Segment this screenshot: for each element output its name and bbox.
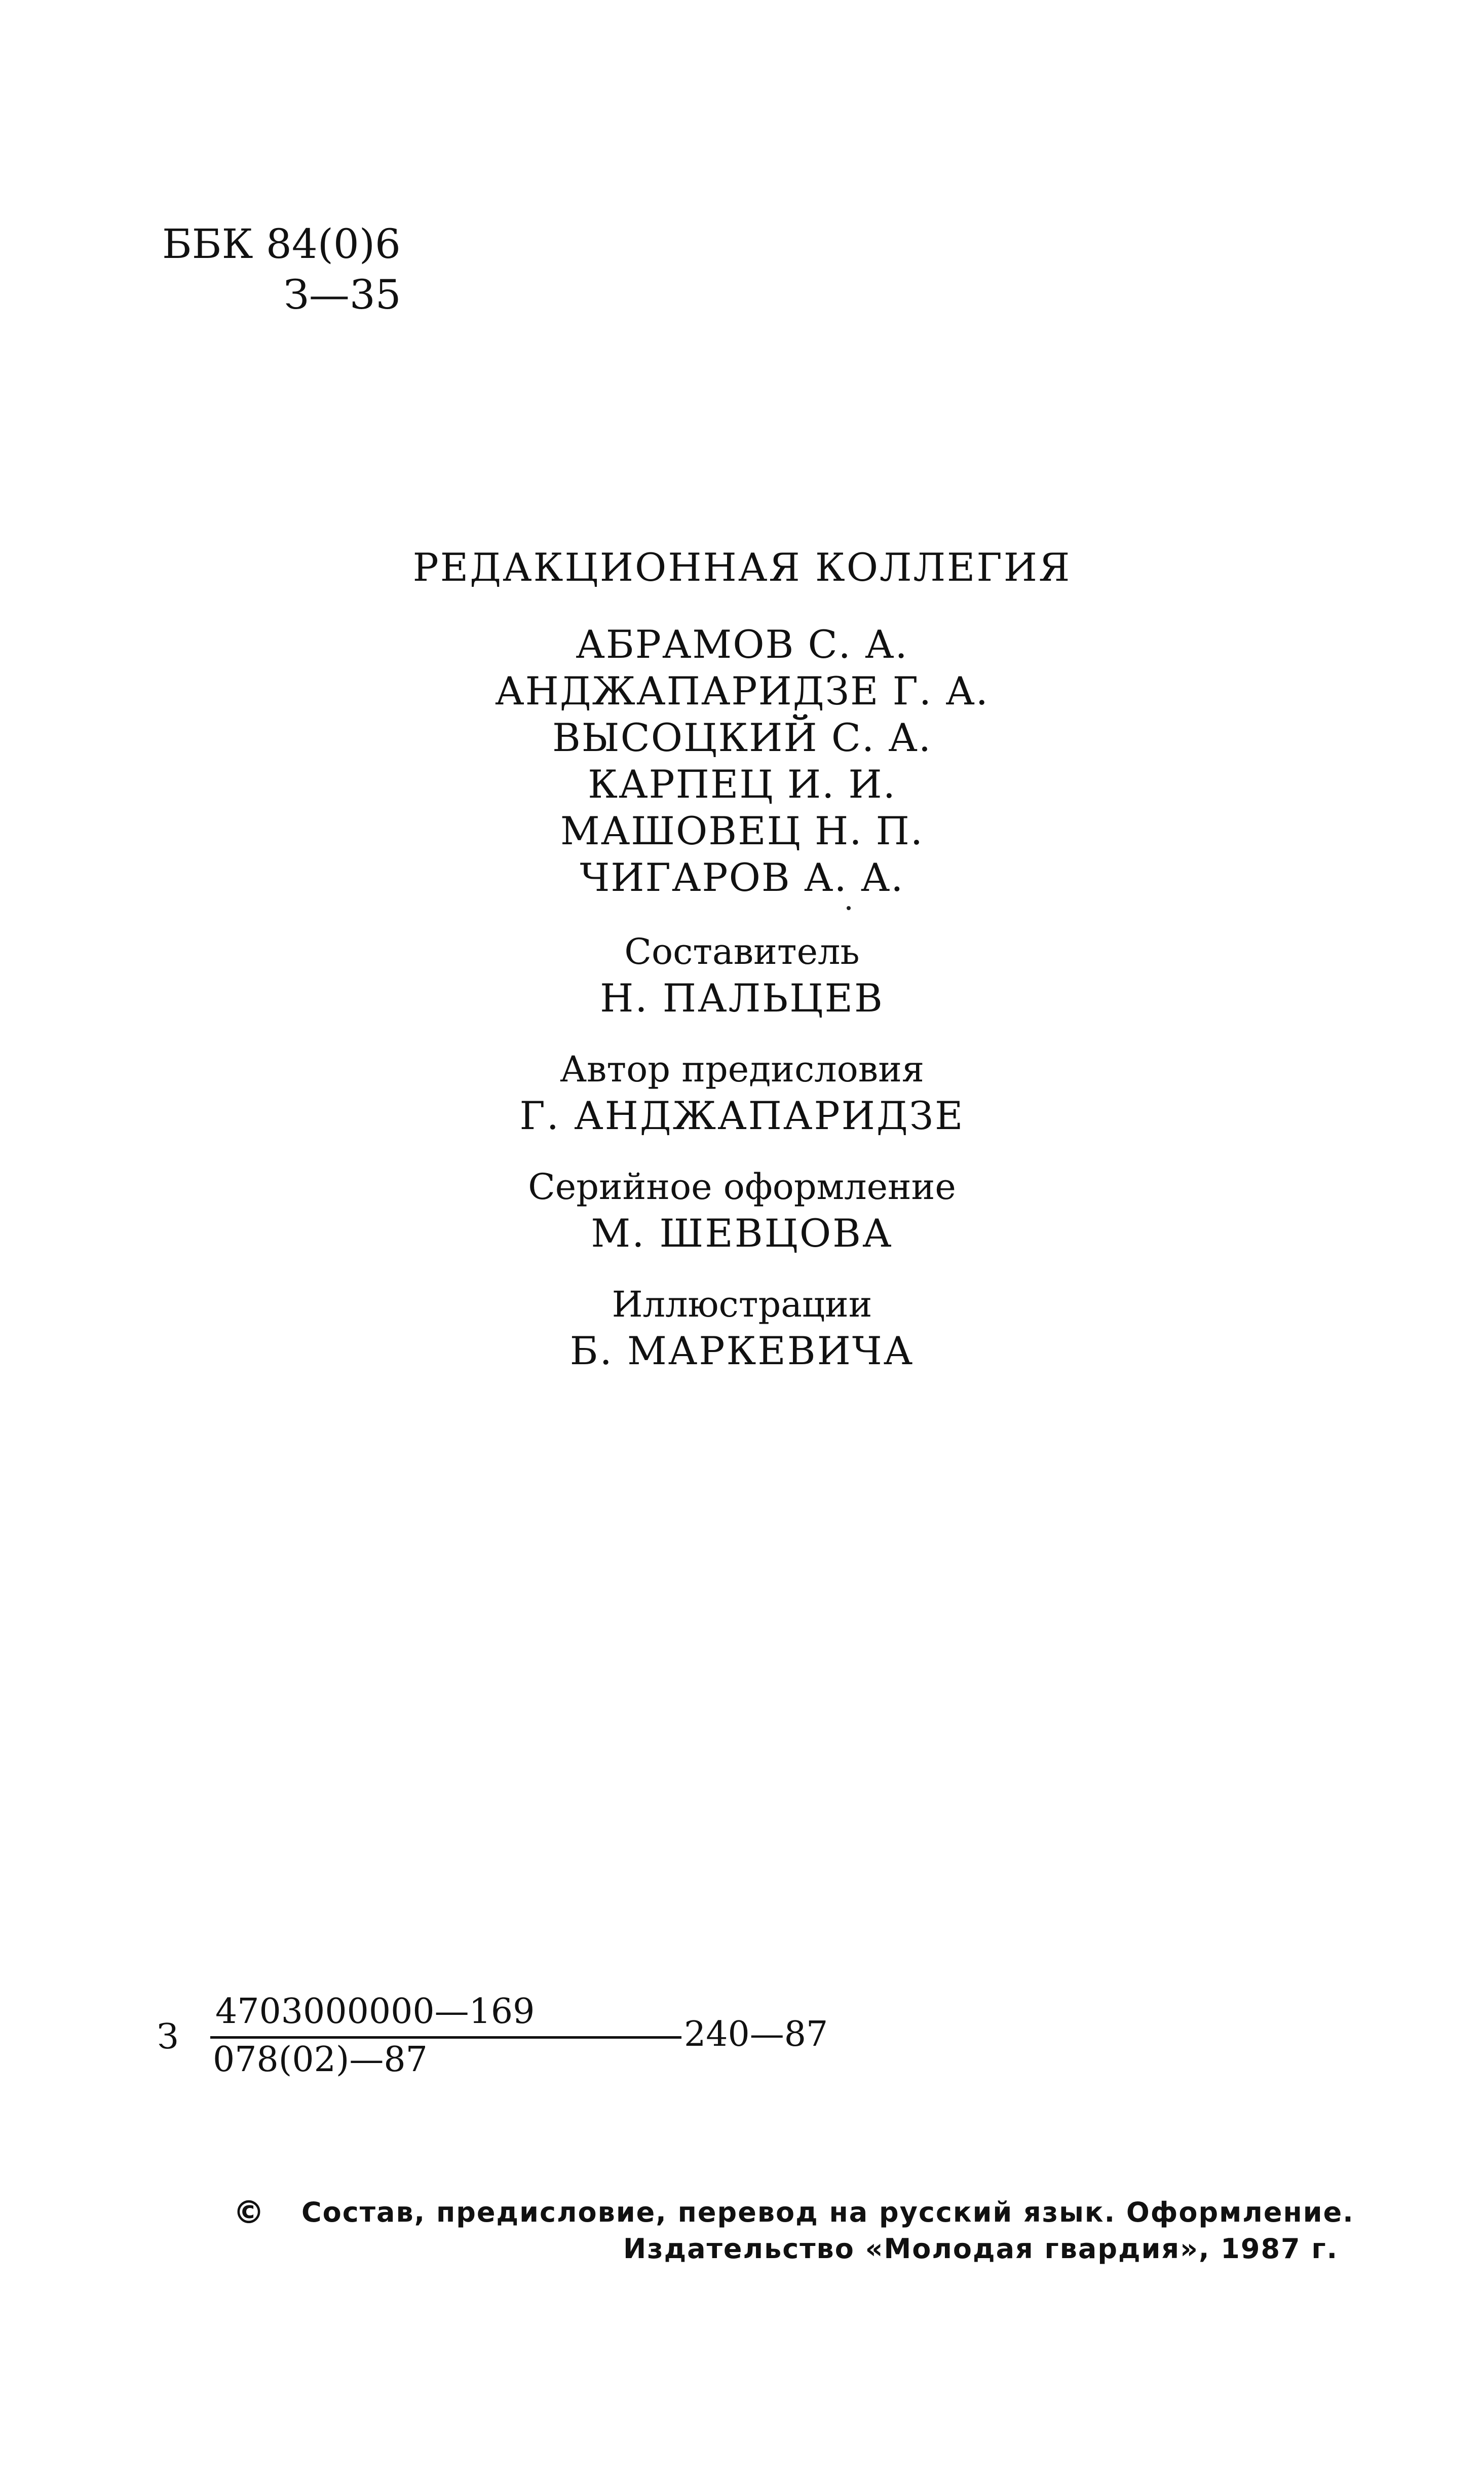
foreword-author-name: Г. АНДЖАПАРИДЗЕ (519, 1093, 965, 1138)
catalog-letter: З (157, 2017, 179, 2057)
series-design-role: Серийное оформление (528, 1166, 956, 1208)
credits-block (0, 545, 1484, 1374)
compiler-name: Н. ПАЛЬЦЕВ (600, 976, 884, 1021)
bbk-line-2: З—35 (284, 271, 401, 318)
copyright-icon: © (233, 2194, 264, 2231)
catalog-price: 240—87 (684, 2014, 828, 2054)
board-member: ВЫСОЦКИЙ С. А. (552, 715, 932, 760)
editorial-board-heading: РЕДАКЦИОННАЯ КОЛЛЕГИЯ (412, 545, 1072, 590)
illustrations-name: Б. МАРКЕВИЧА (569, 1328, 915, 1373)
catalog-denominator: 078(02)—87 (213, 2040, 428, 2080)
bbk-line-1: ББК 84(0)6 (162, 220, 401, 268)
compiler-role: Составитель (624, 931, 860, 972)
bbk-index (162, 219, 401, 320)
print-dot (847, 906, 851, 910)
catalog-code (157, 1992, 828, 2093)
series-design-name: М. ШЕВЦОВА (591, 1211, 893, 1256)
copyright-line-1: Состав, предисловие, перевод на русский язык. Оформление. (301, 2196, 1354, 2228)
board-member: МАШОВЕЦ Н. П. (560, 808, 924, 853)
illustrations-role: Иллюстрации (612, 1284, 872, 1325)
board-member: АБРАМОВ С. А. (576, 622, 908, 667)
catalog-numerator: 4703000000—169 (215, 1992, 535, 2032)
copyright-line-2: Издательство «Молодая гвардия», 1987 г. (623, 2233, 1339, 2265)
board-member: ЧИГАРОВ А. А. (580, 855, 904, 900)
fraction-rule (210, 2036, 681, 2039)
board-member: КАРПЕЦ И. И. (588, 762, 896, 807)
board-member: АНДЖАПАРИДЗЕ Г. А. (495, 668, 989, 714)
foreword-author-role: Автор предисловия (559, 1048, 925, 1090)
